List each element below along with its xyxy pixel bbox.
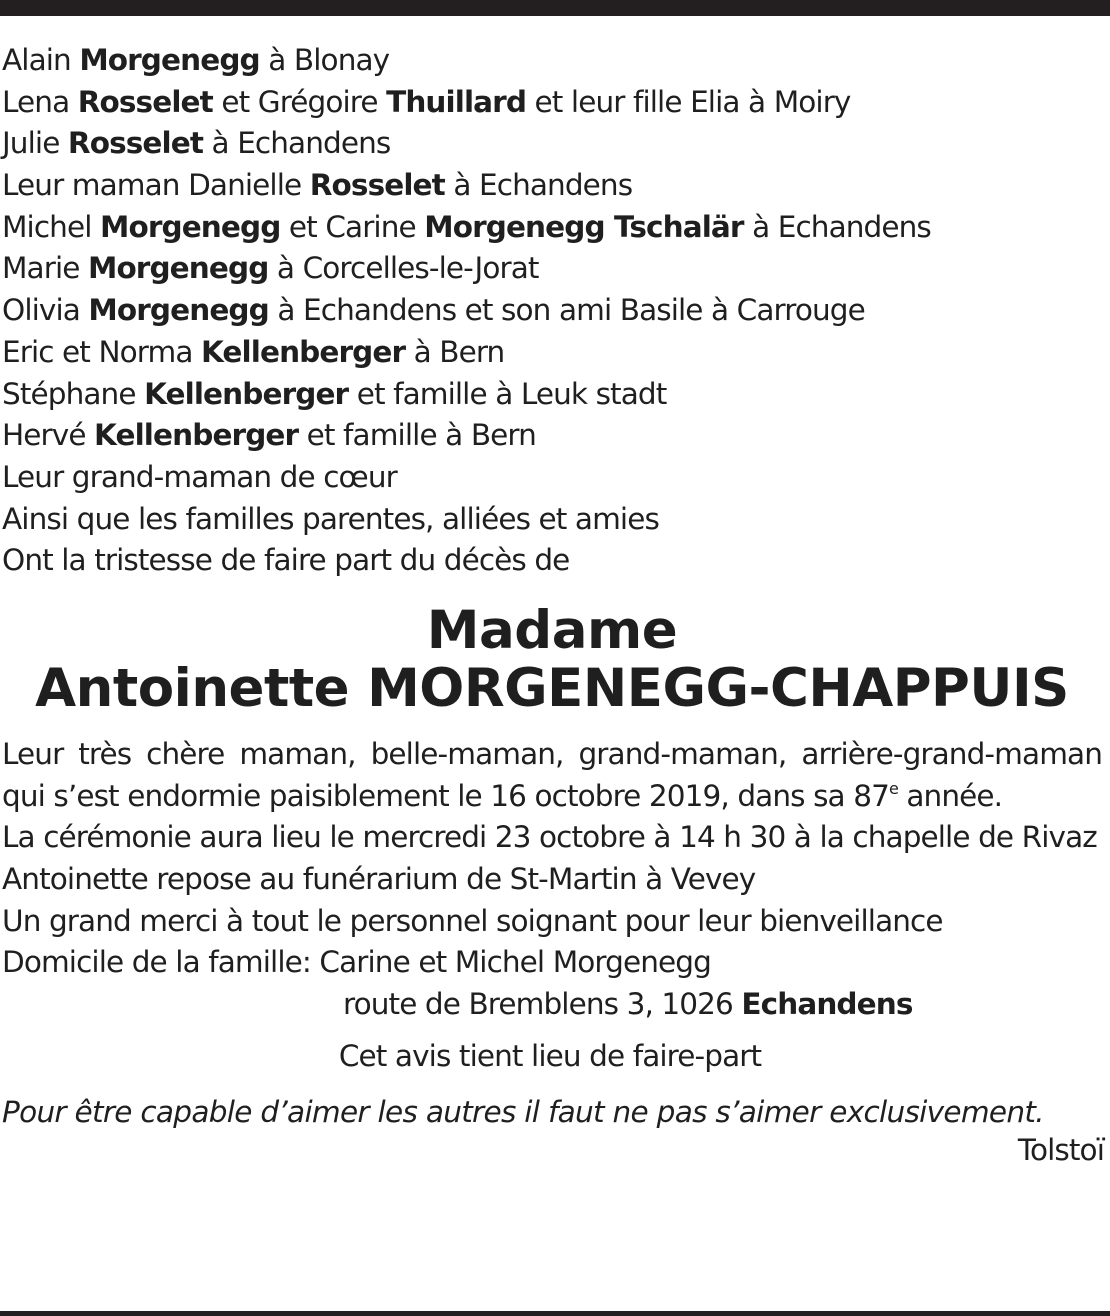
line-text: et leur fille Elia à Moiry (526, 84, 851, 119)
family-line (2, 332, 1102, 374)
line-text: Leur maman Danielle (2, 168, 310, 203)
family-line (2, 165, 1102, 207)
family-line (2, 415, 1102, 457)
line-text: à Bern (405, 334, 505, 369)
notice-line: Cet avis tient lieu de faire-part (338, 1038, 762, 1073)
surname: Kellenberger (200, 334, 406, 369)
rest-place-info: Antoinette repose au funérarium de St-Martin à Vevey (2, 862, 756, 897)
line-text: à Echandens (203, 126, 391, 161)
top-rule (0, 0, 1110, 16)
line-text: Alain (2, 43, 80, 77)
domicile-label: Domicile de la famille: (2, 945, 320, 980)
line-text: Ainsi que les familles parentes, alliées et amies (2, 501, 659, 536)
surname: Rosselet (309, 168, 445, 203)
family-line (2, 82, 1102, 124)
line-text: Julie (2, 126, 68, 161)
family-line (2, 290, 1102, 332)
address-text: route de Bremblens 3, 1026 (343, 987, 742, 1022)
line-text: Eric et Norma (2, 334, 201, 369)
surname: Kellenberger (144, 376, 349, 411)
surname: Morgenegg (87, 251, 269, 286)
family-line (2, 457, 1102, 499)
family-line (2, 123, 1102, 165)
line-text: et famille à Bern (298, 418, 536, 453)
family-line (2, 40, 1102, 82)
announcement-paragraph (2, 734, 1102, 817)
surname: Morgenegg (88, 293, 269, 328)
surname: Kellenberger (94, 418, 299, 453)
surname: Rosselet (77, 84, 213, 119)
domicile-line (2, 942, 1102, 984)
ceremony-info: La cérémonie aura lieu le mercredi 23 octobre à 14 h 30 à la chapelle de Rivaz (2, 820, 1097, 855)
obituary-notice (2, 40, 1102, 1167)
surname: Morgenegg (100, 209, 281, 244)
quote-author: Tolstoï (1017, 1133, 1104, 1168)
line-text: et Grégoire (212, 84, 387, 119)
line-text: Stéphane (2, 376, 145, 411)
line-text: Michel (2, 209, 100, 244)
thanks-note: Un grand merci à tout le personnel soignant pour leur bienveillance (2, 903, 943, 938)
quote-text: Pour être capable d’aimer les autres il faut ne pas s’aimer exclusivement. (2, 1094, 1044, 1129)
line-text: Hervé (2, 418, 95, 453)
line-text: à Blonay (259, 43, 390, 77)
ordinal-suffix: e (888, 778, 898, 798)
line-text: à Echandens et son ami Basile à Carrouge (268, 293, 865, 328)
domicile-names: Carine et Michel Morgenegg (319, 945, 711, 980)
surname: Morgenegg Tschalär (424, 209, 744, 244)
surname: Morgenegg (79, 43, 260, 77)
line-text: Olivia (2, 293, 89, 328)
line-text: Lena (2, 84, 78, 119)
family-list (2, 40, 1102, 582)
address-town: Echandens (741, 987, 913, 1022)
announcement-text: Leur très chère maman, belle-maman, grand-maman, arrière-grand-maman qui s’est endormie paisiblement le 16 octobre 2019, dans sa 87 (2, 736, 1102, 813)
family-line (2, 248, 1102, 290)
family-line (2, 374, 1102, 416)
surname: Thuillard (386, 84, 527, 119)
domicile-address (2, 984, 1110, 1026)
line-text: Leur grand-maman de cœur (2, 459, 397, 494)
line-text: à Echandens (743, 209, 931, 244)
line-text: Ont la tristesse de faire part du décès de (2, 543, 570, 578)
deceased-name: Antoinette MORGENEGG-CHAPPUIS (35, 657, 1069, 719)
family-line (2, 499, 1102, 541)
line-text: à Echandens (444, 168, 633, 203)
family-line (2, 207, 1102, 249)
announcement-text-end: année. (897, 778, 1003, 813)
family-line (2, 540, 1102, 582)
deceased-salutation: Madame (426, 599, 678, 661)
line-text: et Carine (280, 209, 425, 244)
bottom-rule (0, 1311, 1110, 1316)
line-text: à Corcelles-le-Jorat (268, 251, 539, 286)
surname: Rosselet (67, 126, 204, 161)
line-text: et famille à Leuk stadt (348, 376, 667, 411)
line-text: Marie (2, 251, 88, 286)
